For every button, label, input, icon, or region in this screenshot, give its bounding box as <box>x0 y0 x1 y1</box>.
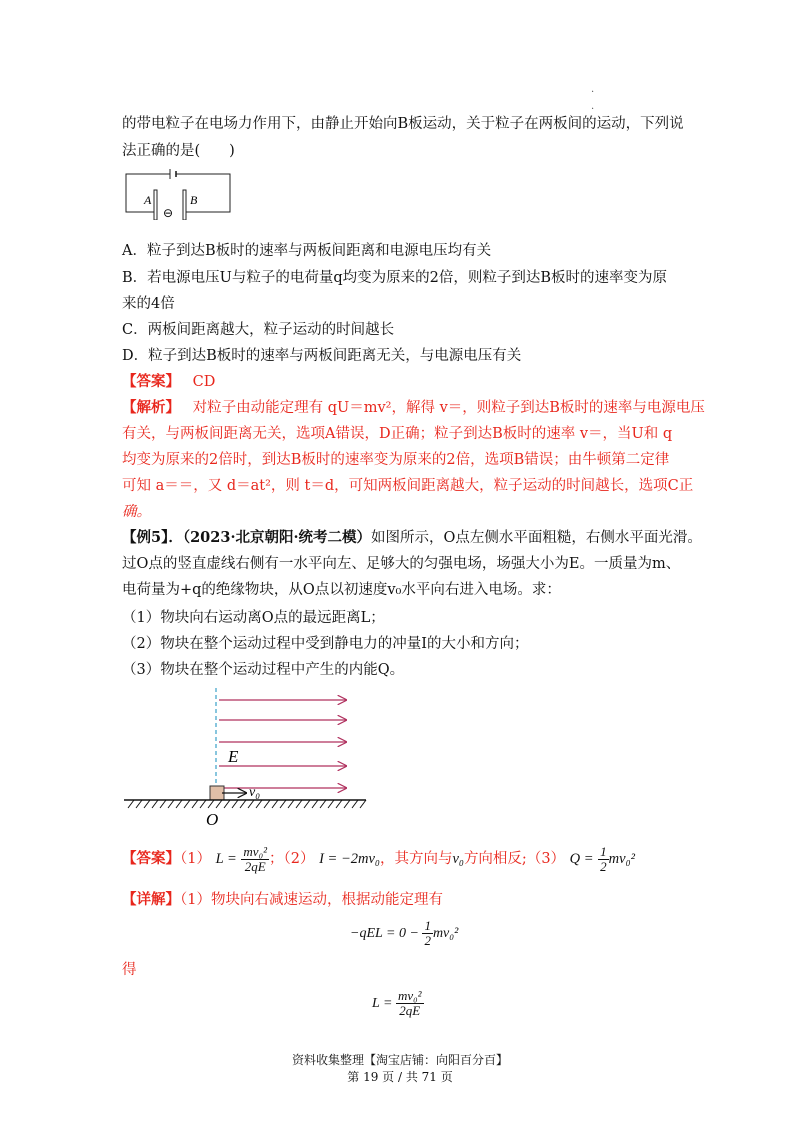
question-intro-line: 的带电粒子在电场力作用下，由静止开始向B板运动，关于粒子在两板间的运动，下列说 <box>122 116 684 132</box>
plate-a-label: A <box>144 193 152 207</box>
field-label: E <box>228 747 239 766</box>
answer2-row <box>122 842 635 876</box>
velocity-label: v₀ <box>249 785 261 800</box>
subquestion-2: （2）物块在整个运动过程中受到静电力的冲量I的大小和方向； <box>122 636 529 652</box>
energy-eq-rhs: mv₀² <box>432 926 459 941</box>
analysis-line: 有关，与两板间距离无关，选项A错误，D正确；粒子到达B板时的速率 v＝，当U和 q <box>122 426 673 442</box>
footer-source: 资料收集整理【淘宝店铺：向阳百分百】 <box>291 1053 508 1067</box>
analysis-line: 均变为原来的2倍时，到达B板时的速率变为原来的2倍，选项B错误；由牛顿第二定律 <box>122 452 670 468</box>
question-intro-line: 法正确的是( ) <box>122 143 235 159</box>
answer2-direction-2: 方向相反;（3） <box>463 851 566 867</box>
option-c: C．两板间距离越大，粒子运动的时间越长 <box>122 322 395 338</box>
footer-page-number: 第 19 页 / 共 71 页 <box>347 1070 453 1084</box>
detail-row <box>122 890 443 910</box>
energy-equation <box>350 916 458 952</box>
answer2-part1: （1） <box>180 851 211 867</box>
negative-particle: ⊖ <box>163 206 174 220</box>
example5-text: 如图所示，O点左侧水平面粗糙，右侧水平面光滑。 <box>371 530 702 546</box>
analysis-line: 可知 a＝＝，又 d＝at²，则 t＝d，可知两板间距离越大，粒子运动的时间越长，选项C正 <box>122 478 694 494</box>
option-d: D．粒子到达B板时的速率与两板间距离无关，与电源电压有关 <box>122 348 522 364</box>
origin-label: O <box>206 810 219 829</box>
option-b: B．若电源电压U与粒子的电荷量q均变为原来的2倍，则粒子到达B板时的速率变为原 <box>122 270 668 286</box>
ground-hatching <box>128 800 366 808</box>
detail-de: 得 <box>122 962 137 978</box>
answer-value: CD <box>192 374 216 390</box>
detail-label: 【详解】 <box>122 891 180 908</box>
answer2-q-rhs: mv₀² <box>608 851 635 867</box>
answer2-v0: v₀ <box>452 851 464 867</box>
subquestion-1: （1）物块向右运动离O点的最远距离L； <box>122 610 385 626</box>
insulating-block <box>210 786 224 800</box>
plate-a <box>154 190 157 220</box>
answer2-q-lhs: Q = <box>569 851 594 867</box>
example5-label: 【例5】．（2023·北京朝阳·统考二模） <box>122 529 372 546</box>
circuit-wire <box>176 174 230 212</box>
distance-eq-lhs: L = <box>372 996 393 1011</box>
analysis-row <box>122 398 705 418</box>
option-a: A．粒子到达B板时的速率与两板间距离和电源电压均有关 <box>122 243 492 259</box>
answer2-direction: ，其方向与 <box>379 851 453 867</box>
energy-eq-fraction: $\frac{1}{2}$ <box>424 918 431 949</box>
plate-b <box>183 190 186 220</box>
detail-text: （1）物块向右减速运动，根据动能定理有 <box>180 892 443 908</box>
answer-label: 【答案】 <box>122 373 180 390</box>
plate-b-label: B <box>190 193 198 207</box>
analysis-label: 【解析】 <box>122 399 180 416</box>
example5-heading <box>122 528 702 548</box>
answer-row <box>122 372 215 392</box>
energy-eq-lhs: −qEL = 0 − <box>350 926 419 941</box>
answer2-l-lhs: L = <box>215 851 237 867</box>
answer2-l-fraction: $\frac{\text{mv₀²}}{2qE}$ <box>243 843 267 874</box>
corner-dot: . <box>591 84 595 95</box>
answer2-impulse: I = −2mv₀ <box>319 851 380 867</box>
subquestion-3: （3）物块在整个运动过程中产生的内能Q。 <box>122 662 405 678</box>
electric-field-figure <box>118 684 378 829</box>
example5-line: 电荷量为+q的绝缘物块，从O点以初速度v₀水平向右进入电场。求： <box>122 582 561 598</box>
distance-eq-fraction: $\frac{\text{mv₀²}}{2qE}$ <box>397 988 422 1019</box>
capacitor-circuit-diagram <box>124 168 234 220</box>
answer2-part2: ；（2） <box>269 851 315 867</box>
analysis-line: 确。 <box>122 504 151 520</box>
analysis-text: 对粒子由动能定理有 qU＝mv²，解得 v＝，则粒子到达B板时的速率与电源电压 <box>192 400 705 416</box>
answer2-label: 【答案】 <box>122 850 180 867</box>
distance-equation <box>372 986 424 1022</box>
option-b-cont: 来的4倍 <box>122 296 175 312</box>
answer2-q-fraction: $\frac{1}{2}$ <box>600 843 607 874</box>
corner-dot: . <box>591 101 595 112</box>
example5-line: 过O点的竖直虚线右侧有一水平向左、足够大的匀强电场，场强大小为E。一质量为m、 <box>122 556 681 572</box>
